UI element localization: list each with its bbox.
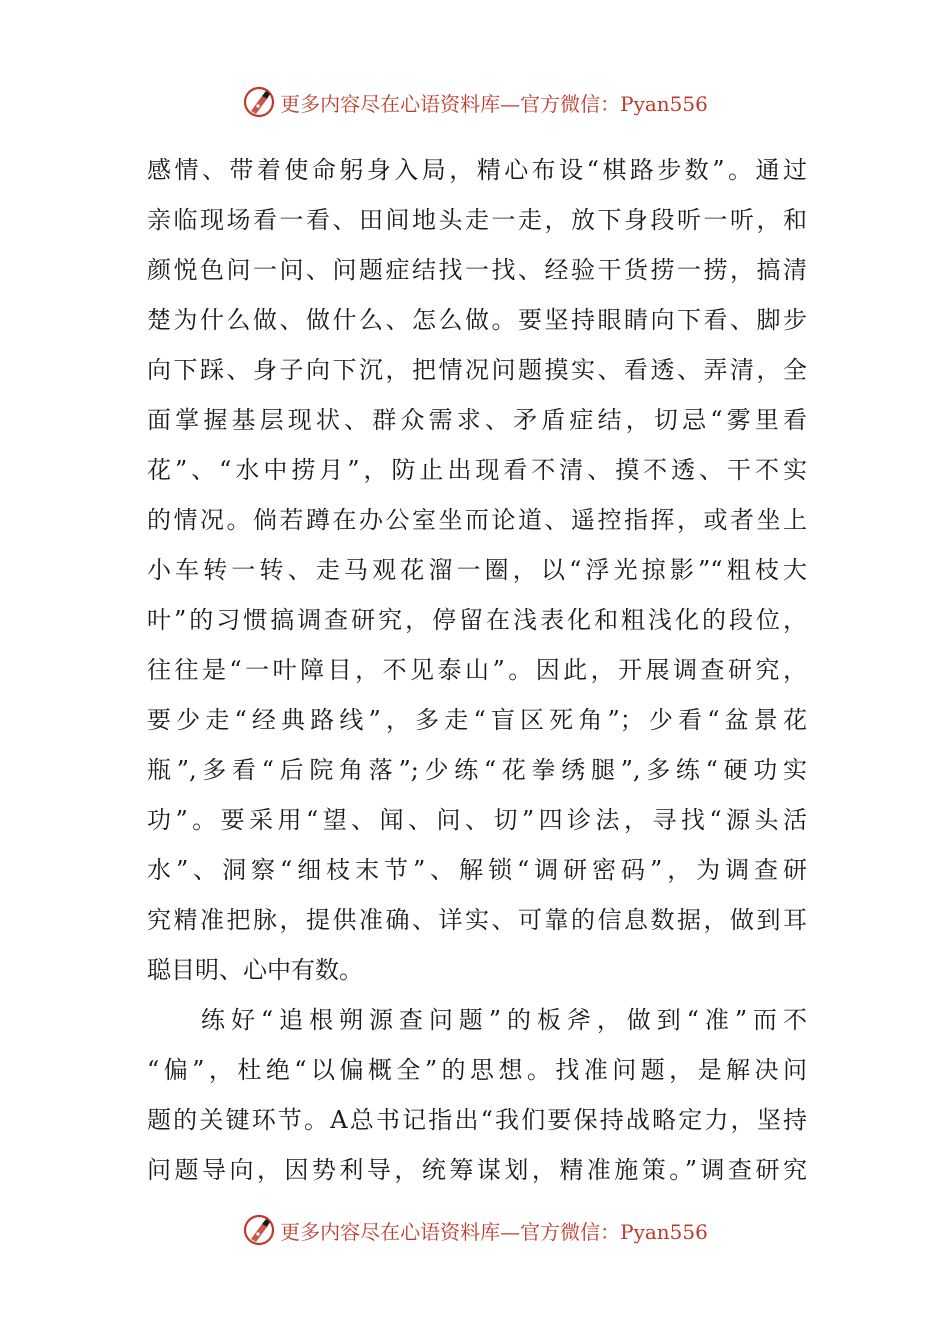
text-line: 题的关键环节。A总书记指出“我们要保持战略定力，坚持 bbox=[147, 1106, 807, 1134]
document-body bbox=[147, 145, 807, 1195]
text-line: 究精准把脉，提供准确、详实、可靠的信息数据，做到耳 bbox=[147, 906, 807, 934]
pen-nib-logo-icon bbox=[242, 1213, 276, 1247]
text-line: 的情况。倘若蹲在办公室坐而论道、遥控指挥，或者坐上 bbox=[147, 506, 807, 534]
text-line: 花”、“水中捞月”，防止出现看不清、摸不透、干不实 bbox=[147, 456, 807, 484]
pen-nib-logo-icon bbox=[242, 85, 276, 119]
footer-banner-text: 更多内容尽在心语资料库—官方微信：Pyan556 bbox=[280, 1219, 708, 1244]
text-line: 水”、洞察“细枝末节”、解锁“调研密码”，为调查研 bbox=[147, 856, 807, 884]
text-line: 聪目明、心中有数。 bbox=[147, 956, 363, 984]
text-line: 叶”的习惯搞调查研究，停留在浅表化和粗浅化的段位， bbox=[147, 606, 807, 634]
header-banner-text: 更多内容尽在心语资料库—官方微信：Pyan556 bbox=[280, 91, 708, 116]
text-line: 向下踩、身子向下沉，把情况问题摸实、看透、弄清，全 bbox=[147, 356, 807, 384]
text-line: 要少走“经典路线”，多走“盲区死角”；少看“盆景花 bbox=[147, 706, 807, 734]
text-line: 问题导向，因势利导，统筹谋划，精准施策。”调查研究 bbox=[147, 1156, 807, 1184]
text-line: 小车转一转、走马观花溜一圈，以“浮光掠影”“粗枝大 bbox=[147, 556, 807, 584]
text-line: 瓶”,多看“后院角落”;少练“花拳绣腿”,多练“硬功实 bbox=[147, 756, 807, 784]
text-line: 功”。要采用“望、闻、问、切”四诊法，寻找“源头活 bbox=[147, 806, 807, 834]
text-line: 楚为什么做、做什么、怎么做。要坚持眼睛向下看、脚步 bbox=[147, 306, 807, 334]
text-line: 面掌握基层现状、群众需求、矛盾症结，切忌“雾里看 bbox=[147, 406, 807, 434]
footer-banner bbox=[0, 1210, 950, 1250]
header-banner bbox=[0, 82, 950, 122]
text-line: 颜悦色问一问、问题症结找一找、经验干货捞一捞，搞清 bbox=[147, 256, 807, 284]
text-line: 亲临现场看一看、田间地头走一走，放下身段听一听，和 bbox=[147, 206, 807, 234]
text-line: 感情、带着使命躬身入局，精心布设“棋路步数”。通过 bbox=[147, 156, 807, 184]
text-line: “偏”，杜绝“以偏概全”的思想。找准问题，是解决问 bbox=[147, 1056, 807, 1084]
text-line-paragraph-start: 练好“追根朔源查问题”的板斧，做到“准”而不 bbox=[201, 1006, 807, 1034]
text-line: 往往是“一叶障目，不见泰山”。因此，开展调查研究， bbox=[147, 656, 807, 684]
